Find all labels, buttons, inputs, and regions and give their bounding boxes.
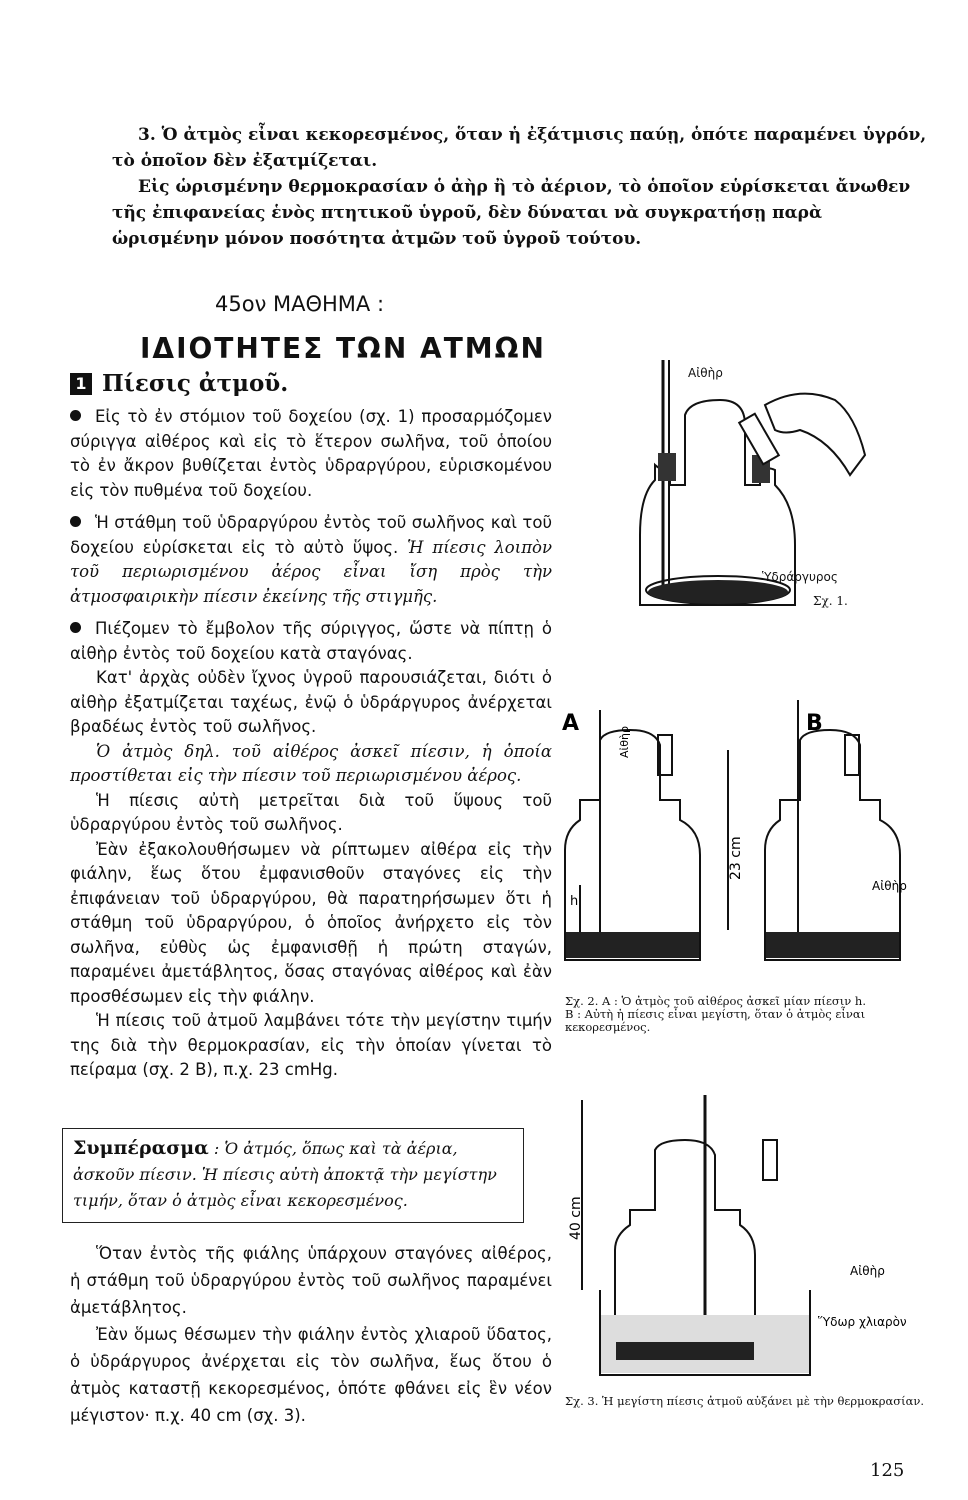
height-label: 23 cm <box>728 836 744 880</box>
bullet-icon <box>70 622 81 633</box>
paragraph-text: Εἰς τὸ ἐν στόμιον τοῦ δοχείου (σχ. 1) προσαρμόζομεν σύριγγα αἰθέρος καὶ εἰς τὸ ἕτερον σωλῆνα, τοῦ ὁποίου τὸ ἐν ἄκρον βυθίζεται ἐντὸς ὑδραργύρου, εὑρισκομένου εἰς τὸν πυθμένα τοῦ δοχείου. <box>70 407 552 500</box>
bullet-paragraph <box>70 617 552 666</box>
italic-text: Ἡ πίεσις λοιπὸν τοῦ περιωρισμένου ἀέρος εἶναι ἴση πρὸς τὴν ἀτμοσφαιρικὴν πίεσιν ἐκείνης τῆς στιγμῆς. <box>70 537 553 606</box>
stopper <box>658 453 676 481</box>
conclusion-box <box>62 1128 524 1223</box>
paragraph: Ὅταν ἐντὸς τῆς φιάλης ὑπάρχουν σταγόνες αἰθέρος, ἡ στάθμη τοῦ ὑδραργύρου ἐντὸς τοῦ σωλῆνος παραμένει ἀμετάβλητος. <box>70 1244 552 1317</box>
mercury-b <box>766 932 899 958</box>
chapter-title: ΙΔΙΟΤΗΤΕΣ ΤΩΝ ΑΤΜΩΝ <box>140 332 546 365</box>
ether-vertical-label: Αἰθὴρ <box>618 726 631 758</box>
paragraph: Ἐὰν ἐξακολουθήσωμεν νὰ ρίπτωμεν αἰθέρα εἰς τὴν φιάλην, ἕως ὅτου ἐμφανισθοῦν σταγόνες εἰς τὴν ἐπιφάνειαν τοῦ ὑδραργύρου, θὰ παρατηρήσωμεν ὅτι ἡ στάθμη τοῦ ὑδραργύρου, ὁ ὁποῖος ἀνήρχετο εἰς τὸν σωλῆνα, εὐθὺς ὡς ἐμφανισθῇ ἡ πρώτη σταγών, παραμένει ἀμετάβλητος, ὅσας σταγόνας αἰθέρος καὶ ἐὰν προσθέσωμεν εἰς τὴν φιάλην. <box>70 839 552 1006</box>
paragraph: Ἡ πίεσις τοῦ ἀτμοῦ λαμβάνει τότε τὴν μεγίστην τιμήν της διὰ τὴν θερμοκρασίαν, εἰς τὴν ὁποίαν γίνεται τὸ πείραμα (σχ. 2 Β), π.χ. 23 cmHg. <box>70 1011 552 1079</box>
intro-paragraph-2: Εἰς ὡρισμένην θερμοκρασίαν ὁ ἀὴρ ἢ τὸ ἀέριον, τὸ ὁποῖον εὑρίσκεται ἄνωθεν τῆς ἐπιφανείας ἑνὸς πτητικοῦ ὑγροῦ, δὲν δύναται νὰ συγκρατήσῃ παρὰ ὡρισμένην μόνον ποσότητα ἀτμῶν τοῦ ὑγροῦ τούτου. <box>112 177 911 249</box>
conclusion-text: : Ὁ ἀτμός, ὅπως καὶ τὰ ἀέρια, ἀσκοῦν πίεσιν. Ἡ πίεσις αὐτὴ ἀποκτᾷ τὴν μεγίστην τιμήν, ὅταν ὁ ἀτμὸς εἶναι κεκορεσμένος. <box>73 1139 497 1210</box>
figure-3-caption: Σχ. 3. Ἡ μεγίστη πίεσις ἀτμοῦ αὐξάνει μὲ τὴν θερμοκρασίαν. <box>565 1394 925 1408</box>
section-heading <box>70 370 288 397</box>
figure-3-apparatus <box>560 1090 940 1380</box>
main-text <box>70 405 552 1083</box>
label-b: B <box>806 711 823 736</box>
caption-line: Β : Αὐτὴ ἡ πίεσις εἶναι μεγίστη, ὅταν ὁ ἀτμὸς εἶναι κεκορεσμένος. <box>565 1007 866 1034</box>
paragraph-text: Ἡ στάθμη τοῦ ὑδραργύρου ἐντὸς τοῦ σωλῆνος καὶ τοῦ δοχείου εὑρίσκεται εἰς τὸ αὐτὸ ὕψος. <box>70 513 552 557</box>
bullet-paragraph <box>70 405 552 503</box>
ether-label: Αἰθὴρ <box>850 1264 885 1278</box>
label-a: A <box>562 711 580 736</box>
closing-text <box>70 1240 552 1429</box>
h-label: h <box>570 894 579 909</box>
mercury-pool <box>616 1342 754 1360</box>
figure-2-apparatus <box>560 690 940 990</box>
intro-text <box>112 122 932 252</box>
paragraph: Ἐὰν ὅμως θέσωμεν τὴν φιάλην ἐντὸς χλιαροῦ ὕδατος, ὁ ὑδράργυρος ἀνέρχεται εἰς τὸν σωλῆνα, ἕως ὅτου ὁ ἀτμὸς καταστῇ κεκορεσμένος, ὁπότε φθάνει εἰς ἓν νέον μέγιστον· π.χ. 40 cm (σχ. 3). <box>70 1325 552 1425</box>
bullet-paragraph <box>70 511 552 609</box>
ether-label: Αἰθὴρ <box>872 879 907 893</box>
figure-1-caption: Σχ. 1. <box>813 594 848 608</box>
section-title: Πίεσις ἀτμοῦ. <box>102 370 289 397</box>
intro-paragraph-1: 3. Ὁ ἀτμὸς εἶναι κεκορεσμένος, ὅταν ἡ ἐξάτμισις παύῃ, ὁπότε παραμένει ὑγρόν, τὸ ὁποῖον δὲν ἐξατμίζεται. <box>112 125 927 171</box>
mercury-label: Ὑδράργυρος <box>762 570 838 584</box>
paragraph: Κατ' ἀρχὰς οὐδὲν ἴχνος ὑγροῦ παρουσιάζεται, διότι ὁ αἰθὴρ ἐξατμίζεται ταχέως, ἐνῷ ὁ ὑδράργυρος ἀνέρχεται βραδέως ἐντὸς τοῦ σωλῆνος. <box>70 668 552 736</box>
page-number: 125 <box>870 1460 905 1481</box>
paragraph-text: Πιέζομεν τὸ ἔμβολον τῆς σύριγγος, ὥστε νὰ πίπτῃ ὁ αἰθὴρ ἐντὸς τοῦ δοχείου κατὰ σταγόνας. <box>70 619 552 663</box>
bullet-icon <box>70 516 81 527</box>
italic-paragraph: Ὁ ἀτμὸς δηλ. τοῦ αἰθέρος ἀσκεῖ πίεσιν, ἡ ὁποία προστίθεται εἰς τὴν πίεσιν τοῦ περιωρισμένου ἀέρος. <box>70 741 552 785</box>
water-label: Ὕδωρ χλιαρὸν <box>818 1315 907 1329</box>
height-label: 40 cm <box>568 1196 584 1240</box>
mercury-a <box>566 932 699 958</box>
conclusion-label: Συμπέρασμα <box>73 1137 209 1159</box>
ether-label: Αἰθὴρ <box>688 366 723 380</box>
figure-1-apparatus <box>600 345 900 640</box>
lesson-number: 45ον ΜΑΘΗΜΑ : <box>215 292 385 316</box>
bullet-icon <box>70 410 81 421</box>
caption-line: Σχ. 2. Α : Ὁ ἀτμὸς τοῦ αἰθέρος ἀσκεῖ μίαν πίεσιν h. <box>565 994 866 1008</box>
section-number: 1 <box>70 373 92 395</box>
figure-2-caption <box>565 995 935 1034</box>
paragraph: Ἡ πίεσις αὐτὴ μετρεῖται διὰ τοῦ ὕψους τοῦ ὑδραργύρου ἐντὸς τοῦ σωλῆνος. <box>70 790 552 834</box>
